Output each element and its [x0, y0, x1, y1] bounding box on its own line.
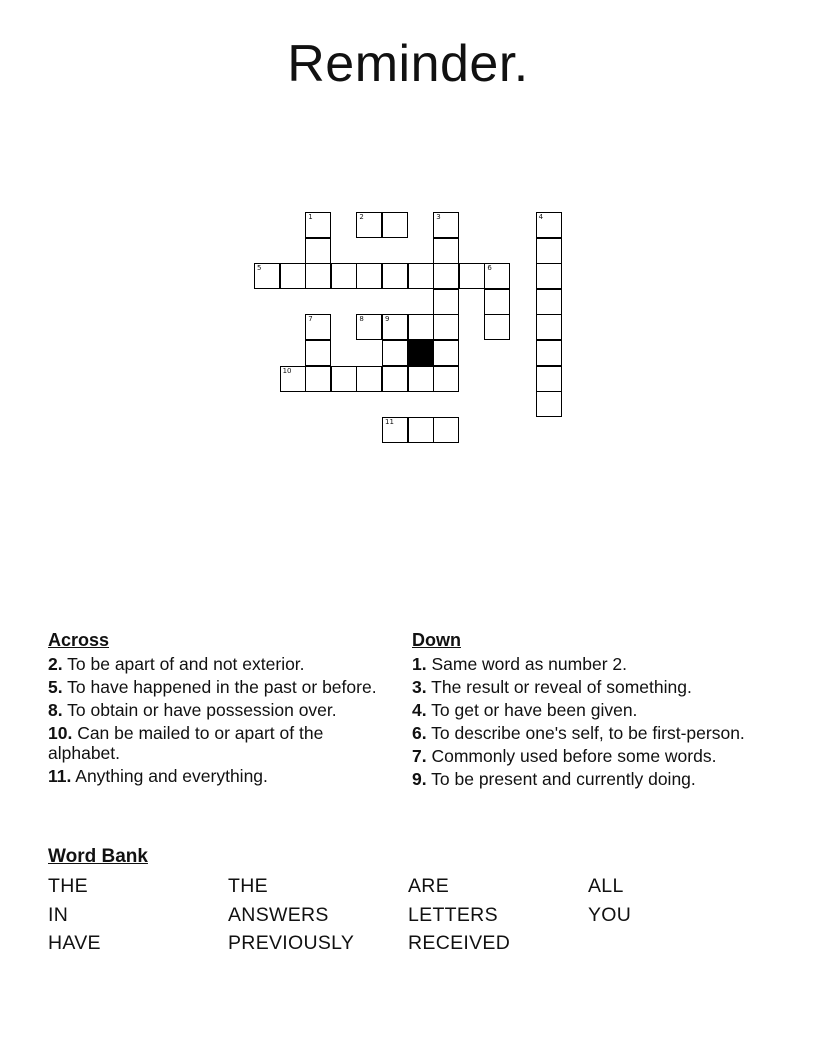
clue-text: The result or reveal of something.	[426, 677, 692, 697]
clue-number-label: 1.	[412, 654, 427, 674]
clue-number-label: 5.	[48, 677, 63, 697]
crossword-cell[interactable]	[382, 212, 408, 238]
crossword-cell[interactable]	[305, 212, 331, 238]
crossword-cell[interactable]	[433, 212, 459, 238]
crossword-cell[interactable]	[536, 391, 562, 417]
crossword-cell[interactable]	[536, 212, 562, 238]
clue-number: 3	[436, 213, 441, 221]
crossword-cell[interactable]	[382, 417, 408, 443]
clue-text: To have happened in the past or before.	[62, 677, 377, 697]
clue-number: 6	[487, 264, 492, 273]
clue-number-label: 11.	[48, 766, 72, 786]
crossword-block	[408, 340, 434, 366]
clue-number-label: 7.	[412, 746, 427, 766]
crossword-cell[interactable]	[280, 263, 306, 289]
crossword-cell[interactable]	[484, 314, 510, 340]
down-clue-list	[412, 654, 757, 789]
crossword-cell[interactable]	[382, 340, 408, 366]
clue-text: To get or have been given.	[426, 700, 638, 720]
crossword-cell[interactable]	[280, 366, 306, 392]
word-bank-word: HAVE	[48, 932, 101, 954]
down-heading: Down	[412, 630, 461, 650]
crossword-cell[interactable]	[408, 263, 434, 289]
clue-text: Anything and everything.	[71, 766, 268, 786]
crossword-cell[interactable]	[433, 263, 459, 289]
crossword-cell[interactable]	[536, 289, 562, 315]
crossword-cell[interactable]	[305, 263, 331, 289]
word-bank-word: ANSWERS	[228, 903, 329, 926]
clue-number-label: 3.	[412, 677, 427, 697]
across-heading: Across	[48, 630, 110, 650]
word-bank-word: THE	[48, 875, 88, 897]
clue-number: 4	[538, 213, 544, 221]
word-bank-word: ALL	[588, 875, 624, 897]
crossword-cell[interactable]	[484, 289, 510, 315]
crossword-cell[interactable]	[433, 289, 459, 315]
clue	[412, 746, 757, 766]
word-bank-word: PREVIOUSLY	[228, 932, 355, 954]
crossword-cell[interactable]	[382, 366, 408, 392]
word-bank-word: YOU	[588, 903, 632, 926]
crossword-cell[interactable]	[305, 238, 331, 264]
crossword-cell[interactable]	[433, 238, 459, 264]
crossword-cell[interactable]	[356, 314, 382, 340]
crossword-cell[interactable]	[382, 263, 408, 289]
crossword-cell[interactable]	[536, 263, 562, 289]
clue-number-label: 9.	[412, 769, 427, 789]
crossword-cell[interactable]	[305, 366, 331, 392]
crossword-cell[interactable]	[305, 314, 331, 340]
clue-text: Same word as number 2.	[426, 654, 627, 674]
clue-number: 7	[308, 315, 313, 324]
crossword-cell[interactable]	[382, 314, 408, 340]
crossword-cell[interactable]	[433, 417, 459, 443]
crossword-cell[interactable]	[356, 366, 382, 392]
crossword-cell[interactable]	[408, 366, 434, 392]
word-bank-word: LETTERS	[408, 903, 498, 926]
clue	[48, 700, 393, 720]
clue-number-label: 6.	[412, 723, 427, 743]
clue-text: Commonly used before some words.	[426, 746, 717, 766]
crossword-cell[interactable]	[459, 263, 485, 289]
clue-number-label: 10.	[48, 723, 73, 743]
crossword-cell[interactable]	[484, 263, 510, 289]
crossword-cell[interactable]	[356, 212, 382, 238]
crossword-cell[interactable]	[305, 340, 331, 366]
crossword-cell[interactable]	[433, 340, 459, 366]
clue-number: 10	[282, 366, 292, 375]
clue-text: To be present and currently doing.	[426, 769, 696, 789]
crossword-cell[interactable]	[408, 314, 434, 340]
clue	[412, 700, 757, 720]
across-clue-list	[48, 654, 393, 786]
clue-number: 9	[385, 315, 390, 324]
word-bank-word: ARE	[408, 875, 449, 897]
clue-number: 11	[385, 417, 394, 426]
crossword-cell[interactable]	[356, 263, 382, 289]
word-bank-word: RECEIVED	[408, 932, 511, 954]
crossword-cell[interactable]	[536, 340, 562, 366]
clue-text: Can be mailed to or apart of the alphabet.	[48, 723, 324, 763]
across-clues	[48, 630, 393, 789]
word-bank-heading: Word Bank	[48, 846, 148, 867]
page-title: Reminder.	[287, 35, 529, 93]
word-bank-word: IN	[48, 903, 69, 926]
clue-number: 8	[359, 315, 364, 324]
clue	[412, 677, 757, 697]
crossword-grid	[0, 0, 816, 500]
clue	[48, 766, 393, 786]
clue-number: 5	[257, 264, 262, 273]
clue	[48, 654, 393, 674]
crossword-cell[interactable]	[433, 314, 459, 340]
clue	[412, 723, 757, 743]
clue	[48, 723, 393, 763]
crossword-cell[interactable]	[433, 366, 459, 392]
clue-number-label: 2.	[48, 654, 63, 674]
clue-text: To be apart of and not exterior.	[62, 654, 305, 674]
down-clues	[412, 630, 757, 792]
clue	[412, 769, 757, 789]
clue	[412, 654, 757, 674]
word-bank-word: THE	[228, 875, 268, 897]
crossword-cell[interactable]	[536, 314, 562, 340]
clue-text: To obtain or have possession over.	[62, 700, 337, 720]
crossword-cell[interactable]	[331, 263, 357, 289]
clue-number: 2	[359, 213, 364, 221]
clue-number: 1	[308, 213, 313, 221]
clue-number-label: 4.	[412, 700, 427, 720]
clue-number-label: 8.	[48, 700, 63, 720]
crossword-cell[interactable]	[408, 417, 434, 443]
clue	[48, 677, 393, 697]
clue-text: To describe one's self, to be first-person.	[426, 723, 745, 743]
crossword-cell[interactable]	[331, 366, 357, 392]
crossword-cell[interactable]	[536, 238, 562, 264]
crossword-cell[interactable]	[536, 366, 562, 392]
crossword-cell[interactable]	[254, 263, 280, 289]
